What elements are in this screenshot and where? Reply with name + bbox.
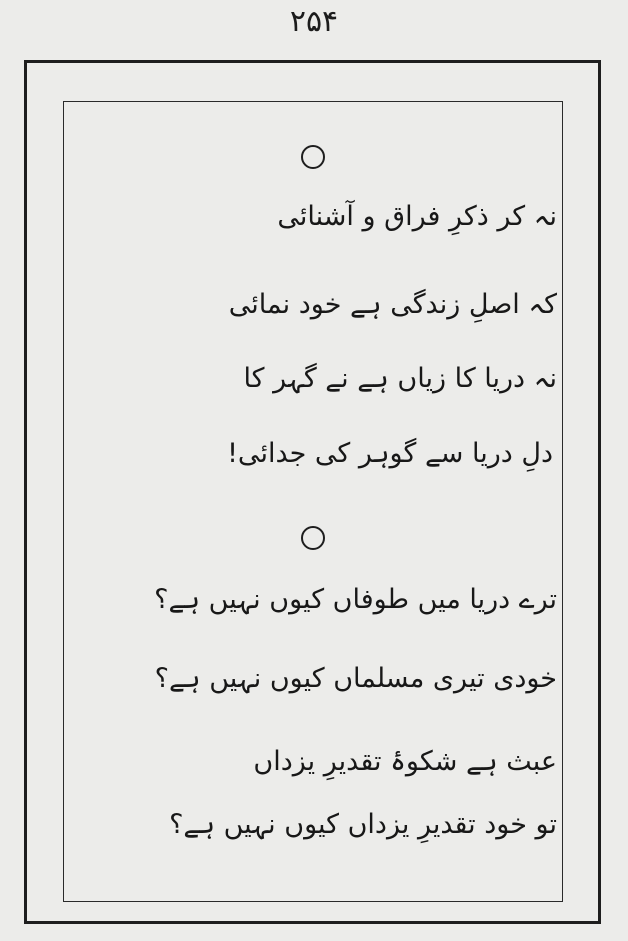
poem-line-8: تو خود تقدیرِ یزداں کیوں نہیں ہے؟ (169, 809, 557, 840)
poem-line-2: کہ اصلِ زندگی ہے خود نمائی (228, 289, 557, 320)
poem-line-7: عبث ہے شکوۂ تقدیرِ یزداں (253, 746, 557, 777)
poem-line-5: ترے دریا میں طوفاں کیوں نہیں ہے؟ (154, 584, 557, 615)
poem-line-1: نہ کر ذکرِ فراق و آشنائی (277, 201, 557, 232)
poem-line-4: دلِ دریا سے گوہر کی جدائی! (227, 438, 553, 469)
poem-line-3: نہ دریا کا زیاں ہے نے گہر کا (243, 363, 557, 394)
stanza-marker-1 (301, 145, 325, 169)
poem-line-6: خودی تیری مسلماں کیوں نہیں ہے؟ (154, 663, 557, 694)
stanza-marker-2 (301, 526, 325, 550)
page-number: ۲۵۴ (289, 4, 339, 39)
